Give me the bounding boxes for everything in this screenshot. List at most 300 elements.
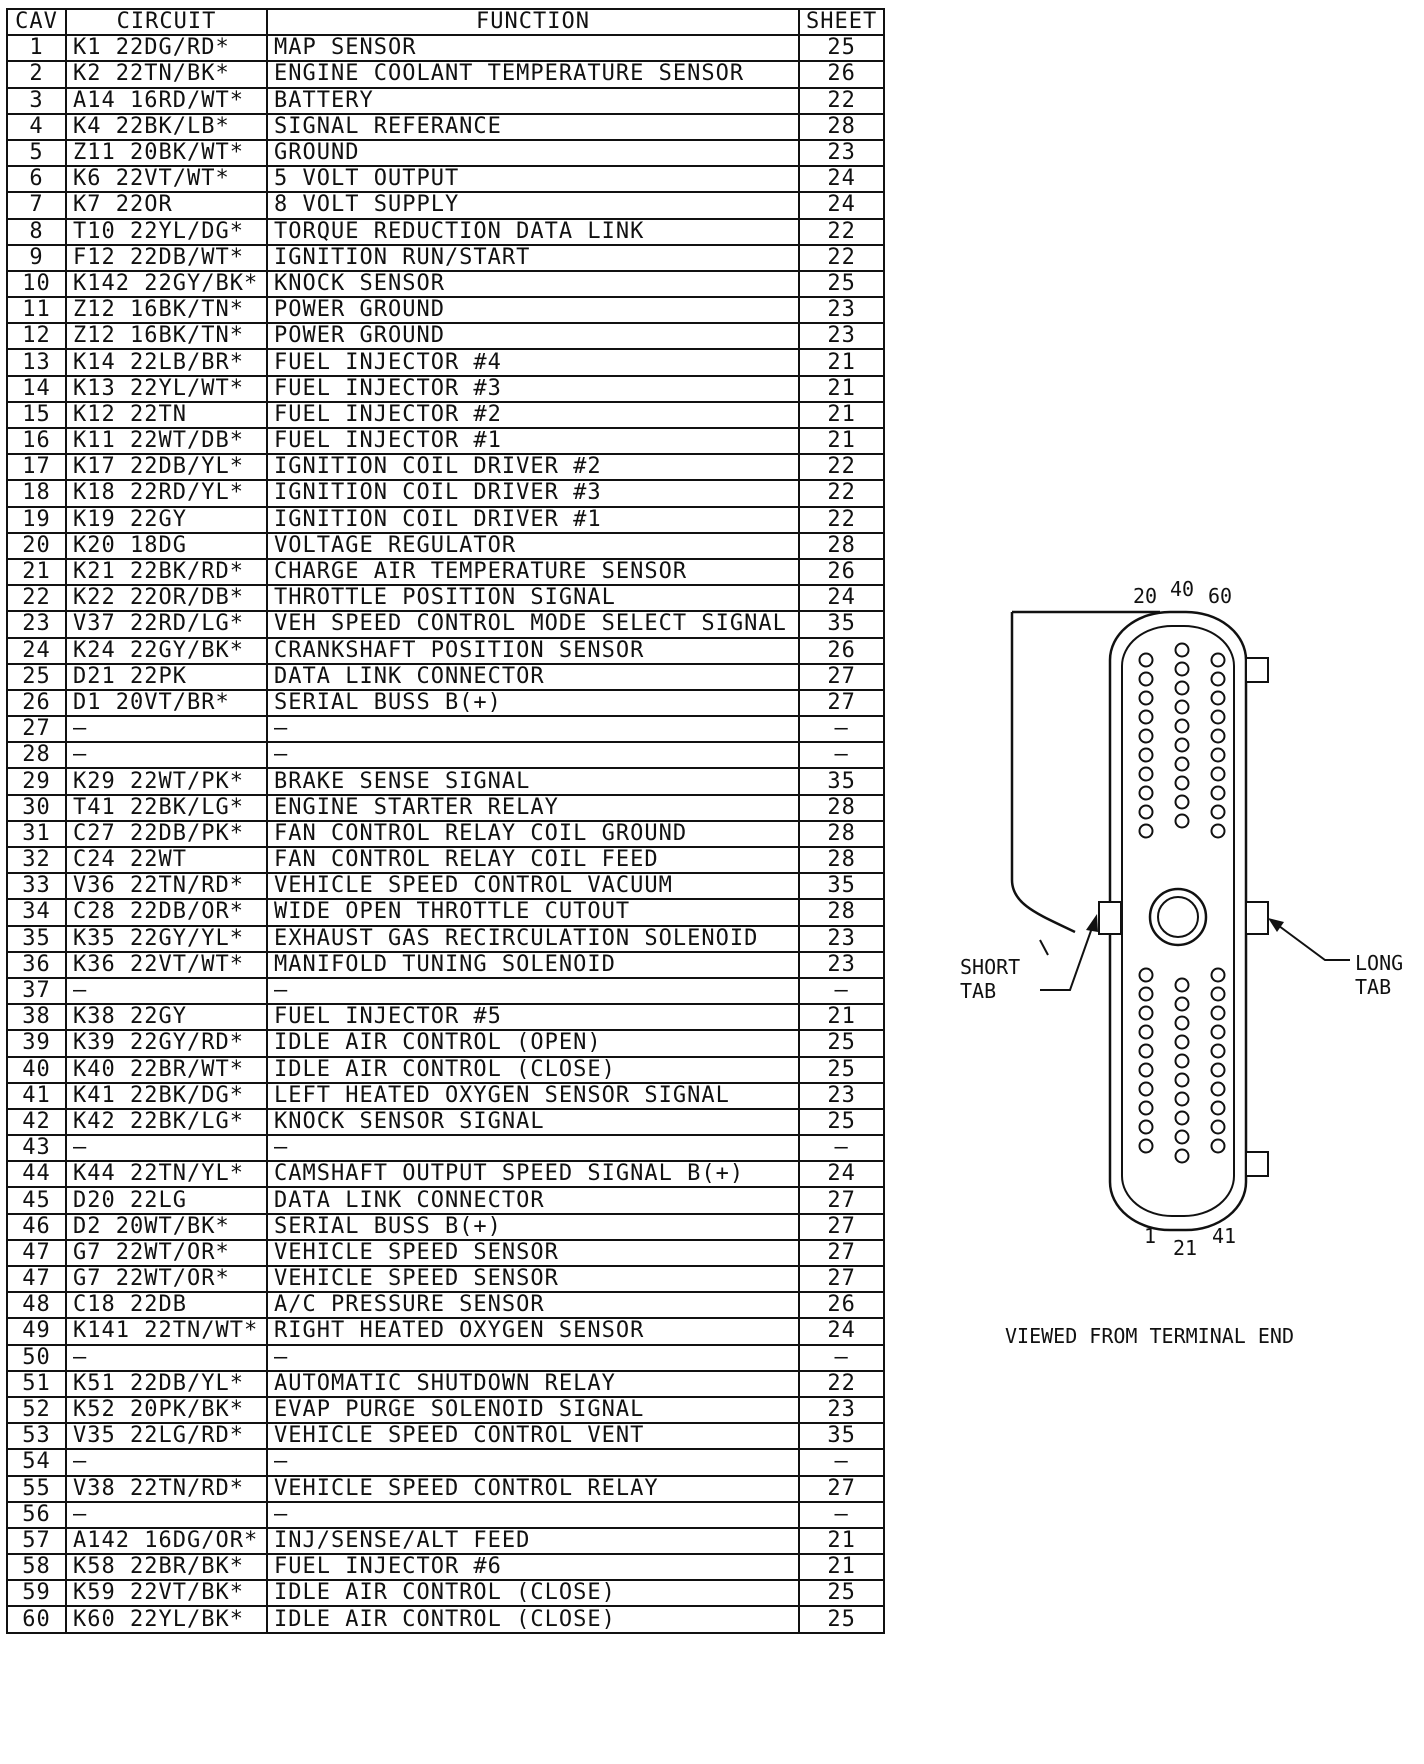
circuit-cell: K1 22DG/RD* xyxy=(66,35,267,61)
cav-cell: 50 xyxy=(7,1345,66,1371)
cav-cell: 40 xyxy=(7,1057,66,1083)
function-cell: VEHICLE SPEED SENSOR xyxy=(267,1240,799,1266)
sheet-cell: 23 xyxy=(799,323,884,349)
cav-cell: 36 xyxy=(7,952,66,978)
short-tab-label-line2: TAB xyxy=(960,979,997,1003)
pin-hole xyxy=(1212,1045,1225,1058)
sheet-cell: 26 xyxy=(799,61,884,87)
sheet-cell: 28 xyxy=(799,114,884,140)
cav-cell: 23 xyxy=(7,611,66,637)
cav-cell: 53 xyxy=(7,1423,66,1449)
long-tab-arrowhead xyxy=(1268,918,1284,932)
cav-cell: 41 xyxy=(7,1083,66,1109)
cav-cell: 17 xyxy=(7,454,66,480)
connector-body xyxy=(1120,612,1245,1225)
sheet-cell: 22 xyxy=(799,219,884,245)
function-cell: ENGINE STARTER RELAY xyxy=(267,795,799,821)
function-cell: 8 VOLT SUPPLY xyxy=(267,192,799,218)
sheet-cell: 22 xyxy=(799,1371,884,1397)
pin-hole xyxy=(1176,1093,1189,1106)
circuit-cell: K13 22YL/WT* xyxy=(66,376,267,402)
cav-cell: 34 xyxy=(7,899,66,925)
function-cell: CRANKSHAFT POSITION SENSOR xyxy=(267,638,799,664)
sheet-cell: 21 xyxy=(799,402,884,428)
circuit-cell: K29 22WT/PK* xyxy=(66,768,267,794)
pin-label-20: 20 xyxy=(1133,584,1158,608)
header-sheet: SHEET xyxy=(799,9,884,35)
function-cell: FUEL INJECTOR #1 xyxy=(267,428,799,454)
circuit-cell: — xyxy=(66,1135,267,1161)
cav-cell: 56 xyxy=(7,1502,66,1528)
circuit-cell: — xyxy=(66,978,267,1004)
function-cell: VOLTAGE REGULATOR xyxy=(267,533,799,559)
pin-label-1: 1 xyxy=(1144,1224,1157,1248)
sheet-cell: 28 xyxy=(799,821,884,847)
circuit-cell: A14 16RD/WT* xyxy=(66,88,267,114)
function-cell: KNOCK SENSOR xyxy=(267,271,799,297)
sheet-cell: 26 xyxy=(799,1292,884,1318)
circuit-cell: K12 22TN xyxy=(66,402,267,428)
circuit-cell: K58 22BR/BK* xyxy=(66,1554,267,1580)
pin-hole xyxy=(1212,1102,1225,1115)
circuit-cell: T10 22YL/DG* xyxy=(66,219,267,245)
pin-hole xyxy=(1176,796,1189,809)
view-caption: VIEWED FROM TERMINAL END xyxy=(1005,1324,1294,1348)
cav-cell: 21 xyxy=(7,559,66,585)
sheet-cell: — xyxy=(799,1502,884,1528)
function-cell: FUEL INJECTOR #5 xyxy=(267,1004,799,1030)
sheet-cell: 25 xyxy=(799,1580,884,1606)
function-cell: MAP SENSOR xyxy=(267,35,799,61)
circuit-cell: K2 22TN/BK* xyxy=(66,61,267,87)
sheet-cell: 21 xyxy=(799,428,884,454)
short-tab-label-line1: SHORT xyxy=(960,955,1021,979)
function-cell: — xyxy=(267,1135,799,1161)
circuit-cell: D20 22LG xyxy=(66,1187,267,1213)
function-cell: IGNITION COIL DRIVER #2 xyxy=(267,454,799,480)
pin-holes xyxy=(1140,644,1225,1163)
function-cell: EXHAUST GAS RECIRCULATION SOLENOID xyxy=(267,926,799,952)
function-cell: RIGHT HEATED OXYGEN SENSOR xyxy=(267,1318,799,1344)
cav-cell: 58 xyxy=(7,1554,66,1580)
sheet-cell: — xyxy=(799,1135,884,1161)
circuit-cell: K51 22DB/YL* xyxy=(66,1371,267,1397)
function-cell: WIDE OPEN THROTTLE CUTOUT xyxy=(267,899,799,925)
cav-cell: 19 xyxy=(7,507,66,533)
sheet-cell: 25 xyxy=(799,271,884,297)
function-cell: 5 VOLT OUTPUT xyxy=(267,166,799,192)
sheet-cell: 23 xyxy=(799,952,884,978)
sheet-cell: — xyxy=(799,978,884,1004)
circuit-cell: K21 22BK/RD* xyxy=(66,559,267,585)
cav-cell: 27 xyxy=(7,716,66,742)
function-cell: KNOCK SENSOR SIGNAL xyxy=(267,1109,799,1135)
short-tab xyxy=(1099,902,1121,934)
circuit-cell: G7 22WT/OR* xyxy=(66,1266,267,1292)
pin-hole xyxy=(1176,682,1189,695)
cav-cell: 1 xyxy=(7,35,66,61)
sheet-cell: 22 xyxy=(799,245,884,271)
function-cell: LEFT HEATED OXYGEN SENSOR SIGNAL xyxy=(267,1083,799,1109)
sheet-cell: 23 xyxy=(799,926,884,952)
long-tab-leader xyxy=(1275,923,1350,960)
sheet-cell: 21 xyxy=(799,1528,884,1554)
pin-hole xyxy=(1176,663,1189,676)
function-cell: DATA LINK CONNECTOR xyxy=(267,664,799,690)
cav-cell: 3 xyxy=(7,88,66,114)
circuit-cell: K20 18DG xyxy=(66,533,267,559)
cav-cell: 16 xyxy=(7,428,66,454)
function-cell: — xyxy=(267,716,799,742)
circuit-cell: F12 22DB/WT* xyxy=(66,245,267,271)
circuit-cell: K17 22DB/YL* xyxy=(66,454,267,480)
cav-cell: 45 xyxy=(7,1187,66,1213)
cav-cell: 55 xyxy=(7,1476,66,1502)
cav-cell: 26 xyxy=(7,690,66,716)
circuit-cell: K60 22YL/BK* xyxy=(66,1606,267,1632)
long-tab-label-line2: TAB xyxy=(1355,975,1392,999)
cav-cell: 39 xyxy=(7,1030,66,1056)
function-cell: BATTERY xyxy=(267,88,799,114)
sheet-cell: 23 xyxy=(799,1397,884,1423)
pin-hole xyxy=(1212,1140,1225,1153)
pin-hole xyxy=(1212,730,1225,743)
function-cell: CAMSHAFT OUTPUT SPEED SIGNAL B(+) xyxy=(267,1161,799,1187)
function-cell: — xyxy=(267,1502,799,1528)
function-cell: IGNITION COIL DRIVER #1 xyxy=(267,507,799,533)
pin-hole xyxy=(1176,758,1189,771)
pin-hole xyxy=(1140,749,1153,762)
pin-hole xyxy=(1176,1036,1189,1049)
pin-hole xyxy=(1140,692,1153,705)
circuit-cell: K18 22RD/YL* xyxy=(66,480,267,506)
sheet-cell: 24 xyxy=(799,166,884,192)
circuit-cell: Z12 16BK/TN* xyxy=(66,297,267,323)
cav-cell: 15 xyxy=(7,402,66,428)
circuit-cell: C28 22DB/OR* xyxy=(66,899,267,925)
circuit-cell: V35 22LG/RD* xyxy=(66,1423,267,1449)
function-cell: INJ/SENSE/ALT FEED xyxy=(267,1528,799,1554)
sheet-cell: 27 xyxy=(799,1187,884,1213)
pin-hole xyxy=(1212,787,1225,800)
pin-hole xyxy=(1212,806,1225,819)
cav-cell: 11 xyxy=(7,297,66,323)
sheet-cell: 24 xyxy=(799,1318,884,1344)
sheet-cell: 27 xyxy=(799,1240,884,1266)
cav-cell: 22 xyxy=(7,585,66,611)
cav-cell: 32 xyxy=(7,847,66,873)
pin-hole xyxy=(1212,1083,1225,1096)
cav-cell: 43 xyxy=(7,1135,66,1161)
circuit-cell: K22 22OR/DB* xyxy=(66,585,267,611)
cav-cell: 20 xyxy=(7,533,66,559)
cav-cell: 49 xyxy=(7,1318,66,1344)
sheet-cell: — xyxy=(799,742,884,768)
function-cell: — xyxy=(267,978,799,1004)
sheet-cell: 35 xyxy=(799,768,884,794)
pin-label-40: 40 xyxy=(1170,577,1195,601)
sheet-cell: 27 xyxy=(799,1476,884,1502)
pin-hole xyxy=(1140,1102,1153,1115)
long-tab-label-line1: LONG xyxy=(1355,951,1404,975)
sheet-cell: 21 xyxy=(799,376,884,402)
cav-cell: 57 xyxy=(7,1528,66,1554)
circuit-cell: — xyxy=(66,716,267,742)
bottom-right-tab xyxy=(1246,1152,1268,1176)
function-cell: — xyxy=(267,742,799,768)
pin-label-41: 41 xyxy=(1212,1224,1237,1248)
cav-cell: 44 xyxy=(7,1161,66,1187)
function-cell: POWER GROUND xyxy=(267,297,799,323)
cav-cell: 29 xyxy=(7,768,66,794)
cav-cell: 18 xyxy=(7,480,66,506)
header-function: FUNCTION xyxy=(267,9,799,35)
pin-hole xyxy=(1212,1026,1225,1039)
circuit-cell: K35 22GY/YL* xyxy=(66,926,267,952)
cav-cell: 30 xyxy=(7,795,66,821)
function-cell: — xyxy=(267,1449,799,1475)
circuit-cell: K42 22BK/LG* xyxy=(66,1109,267,1135)
sheet-cell: 27 xyxy=(799,690,884,716)
function-cell: IDLE AIR CONTROL (CLOSE) xyxy=(267,1580,799,1606)
circuit-cell: T41 22BK/LG* xyxy=(66,795,267,821)
circuit-cell: K40 22BR/WT* xyxy=(66,1057,267,1083)
pin-hole xyxy=(1212,749,1225,762)
pin-hole xyxy=(1140,1083,1153,1096)
pin-hole xyxy=(1212,711,1225,724)
header-cav: CAV xyxy=(7,9,66,35)
sheet-cell: 22 xyxy=(799,507,884,533)
function-cell: IGNITION COIL DRIVER #3 xyxy=(267,480,799,506)
function-cell: VEHICLE SPEED CONTROL RELAY xyxy=(267,1476,799,1502)
pin-hole xyxy=(1212,825,1225,838)
sheet-cell: 21 xyxy=(799,1004,884,1030)
sheet-cell: 27 xyxy=(799,664,884,690)
pin-hole xyxy=(1176,777,1189,790)
pin-hole xyxy=(1140,806,1153,819)
pin-hole xyxy=(1140,711,1153,724)
pin-hole xyxy=(1140,768,1153,781)
circuit-cell: K141 22TN/WT* xyxy=(66,1318,267,1344)
cav-cell: 46 xyxy=(7,1214,66,1240)
function-cell: EVAP PURGE SOLENOID SIGNAL xyxy=(267,1397,799,1423)
pin-hole xyxy=(1176,720,1189,733)
connector-shell xyxy=(1110,612,1246,1230)
circuit-cell: — xyxy=(66,1345,267,1371)
sheet-cell: — xyxy=(799,1345,884,1371)
function-cell: TORQUE REDUCTION DATA LINK xyxy=(267,219,799,245)
circuit-cell: V36 22TN/RD* xyxy=(66,873,267,899)
short-tab-tick xyxy=(1040,940,1048,955)
circuit-cell: V38 22TN/RD* xyxy=(66,1476,267,1502)
sheet-cell: 35 xyxy=(799,611,884,637)
cav-cell: 38 xyxy=(7,1004,66,1030)
cav-cell: 12 xyxy=(7,323,66,349)
function-cell: VEHICLE SPEED CONTROL VENT xyxy=(267,1423,799,1449)
sheet-cell: 21 xyxy=(799,349,884,375)
circuit-cell: K6 22VT/WT* xyxy=(66,166,267,192)
pin-hole xyxy=(1176,1150,1189,1163)
pin-hole xyxy=(1176,1017,1189,1030)
sheet-cell: 24 xyxy=(799,1161,884,1187)
pin-hole xyxy=(1140,673,1153,686)
pin-hole xyxy=(1212,1064,1225,1077)
function-cell: DATA LINK CONNECTOR xyxy=(267,1187,799,1213)
function-cell: BRAKE SENSE SIGNAL xyxy=(267,768,799,794)
function-cell: IDLE AIR CONTROL (CLOSE) xyxy=(267,1057,799,1083)
circuit-cell: K142 22GY/BK* xyxy=(66,271,267,297)
pin-hole xyxy=(1140,1045,1153,1058)
cav-cell: 33 xyxy=(7,873,66,899)
sheet-cell: 27 xyxy=(799,1266,884,1292)
pin-hole xyxy=(1140,1026,1153,1039)
sheet-cell: 27 xyxy=(799,1214,884,1240)
pin-hole xyxy=(1140,654,1153,667)
function-cell: A/C PRESSURE SENSOR xyxy=(267,1292,799,1318)
pin-hole xyxy=(1140,730,1153,743)
cav-cell: 59 xyxy=(7,1580,66,1606)
sheet-cell: 35 xyxy=(799,873,884,899)
pin-hole xyxy=(1212,1121,1225,1134)
sheet-cell: 28 xyxy=(799,847,884,873)
circuit-cell: C24 22WT xyxy=(66,847,267,873)
pin-hole xyxy=(1212,692,1225,705)
function-cell: THROTTLE POSITION SIGNAL xyxy=(267,585,799,611)
sheet-cell: 22 xyxy=(799,88,884,114)
function-cell: IGNITION RUN/START xyxy=(267,245,799,271)
function-cell: VEHICLE SPEED CONTROL VACUUM xyxy=(267,873,799,899)
cav-cell: 6 xyxy=(7,166,66,192)
pin-hole xyxy=(1140,1140,1153,1153)
circuit-cell: V37 22RD/LG* xyxy=(66,611,267,637)
circuit-cell: D2 20WT/BK* xyxy=(66,1214,267,1240)
sheet-cell: 22 xyxy=(799,480,884,506)
pin-hole xyxy=(1212,673,1225,686)
top-right-tab xyxy=(1246,658,1268,682)
sheet-cell: 22 xyxy=(799,454,884,480)
cav-cell: 47 xyxy=(7,1266,66,1292)
pin-hole xyxy=(1140,988,1153,1001)
short-tab-leader xyxy=(1040,925,1093,990)
sheet-cell: 24 xyxy=(799,192,884,218)
pin-hole xyxy=(1140,1121,1153,1134)
sheet-cell: 24 xyxy=(799,585,884,611)
sheet-cell: 28 xyxy=(799,533,884,559)
circuit-cell: K59 22VT/BK* xyxy=(66,1580,267,1606)
pin-hole xyxy=(1176,1112,1189,1125)
circuit-cell: K11 22WT/DB* xyxy=(66,428,267,454)
cav-cell: 14 xyxy=(7,376,66,402)
cav-cell: 2 xyxy=(7,61,66,87)
pin-hole xyxy=(1212,988,1225,1001)
function-cell: AUTOMATIC SHUTDOWN RELAY xyxy=(267,1371,799,1397)
pin-hole xyxy=(1212,1007,1225,1020)
cav-cell: 7 xyxy=(7,192,66,218)
pin-hole xyxy=(1176,1055,1189,1068)
pin-hole xyxy=(1176,739,1189,752)
function-cell: FUEL INJECTOR #3 xyxy=(267,376,799,402)
sheet-cell: 26 xyxy=(799,638,884,664)
pin-hole xyxy=(1176,701,1189,714)
cav-cell: 35 xyxy=(7,926,66,952)
cav-cell: 60 xyxy=(7,1606,66,1632)
circuit-cell: — xyxy=(66,1449,267,1475)
cav-cell: 5 xyxy=(7,140,66,166)
pin-hole xyxy=(1176,815,1189,828)
pin-hole xyxy=(1212,654,1225,667)
pin-hole xyxy=(1176,1074,1189,1087)
sheet-cell: 25 xyxy=(799,1057,884,1083)
pin-hole xyxy=(1140,825,1153,838)
circuit-cell: Z11 20BK/WT* xyxy=(66,140,267,166)
sheet-cell: 25 xyxy=(799,1030,884,1056)
header-circuit: CIRCUIT xyxy=(66,9,267,35)
cav-cell: 54 xyxy=(7,1449,66,1475)
cav-cell: 13 xyxy=(7,349,66,375)
cav-cell: 28 xyxy=(7,742,66,768)
function-cell: POWER GROUND xyxy=(267,323,799,349)
circuit-cell: Z12 16BK/TN* xyxy=(66,323,267,349)
function-cell: CHARGE AIR TEMPERATURE SENSOR xyxy=(267,559,799,585)
circuit-cell: K52 20PK/BK* xyxy=(66,1397,267,1423)
circuit-cell: K4 22BK/LB* xyxy=(66,114,267,140)
function-cell: IDLE AIR CONTROL (OPEN) xyxy=(267,1030,799,1056)
circuit-cell: K7 22OR xyxy=(66,192,267,218)
cav-cell: 8 xyxy=(7,219,66,245)
function-cell: ENGINE COOLANT TEMPERATURE SENSOR xyxy=(267,61,799,87)
circuit-cell: K38 22GY xyxy=(66,1004,267,1030)
pin-hole xyxy=(1176,979,1189,992)
sheet-cell: — xyxy=(799,716,884,742)
pin-hole xyxy=(1140,969,1153,982)
cav-cell: 24 xyxy=(7,638,66,664)
cav-cell: 48 xyxy=(7,1292,66,1318)
sheet-cell: 25 xyxy=(799,1109,884,1135)
sheet-cell: 35 xyxy=(799,1423,884,1449)
connector-outer-outline xyxy=(1012,612,1075,932)
function-cell: FUEL INJECTOR #6 xyxy=(267,1554,799,1580)
sheet-cell: 25 xyxy=(799,1606,884,1632)
circuit-cell: K24 22GY/BK* xyxy=(66,638,267,664)
pin-hole xyxy=(1140,787,1153,800)
circuit-cell: A142 16DG/OR* xyxy=(66,1528,267,1554)
function-cell: GROUND xyxy=(267,140,799,166)
sheet-cell: 23 xyxy=(799,297,884,323)
center-post-inner xyxy=(1158,897,1198,937)
cav-cell: 42 xyxy=(7,1109,66,1135)
circuit-cell: — xyxy=(66,1502,267,1528)
circuit-cell: K36 22VT/WT* xyxy=(66,952,267,978)
sheet-cell: 21 xyxy=(799,1554,884,1580)
circuit-cell: D1 20VT/BR* xyxy=(66,690,267,716)
function-cell: FAN CONTROL RELAY COIL GROUND xyxy=(267,821,799,847)
cav-cell: 10 xyxy=(7,271,66,297)
circuit-cell: K14 22LB/BR* xyxy=(66,349,267,375)
circuit-cell: K41 22BK/DG* xyxy=(66,1083,267,1109)
circuit-cell: C27 22DB/PK* xyxy=(66,821,267,847)
sheet-cell: — xyxy=(799,1449,884,1475)
pin-label-60: 60 xyxy=(1208,584,1233,608)
sheet-cell: 25 xyxy=(799,35,884,61)
function-cell: SERIAL BUSS B(+) xyxy=(267,690,799,716)
short-tab-arrowhead xyxy=(1086,914,1098,932)
cav-cell: 47 xyxy=(7,1240,66,1266)
pin-hole xyxy=(1140,1007,1153,1020)
pin-hole xyxy=(1176,644,1189,657)
pin-hole xyxy=(1176,1131,1189,1144)
cav-cell: 52 xyxy=(7,1397,66,1423)
cav-cell: 25 xyxy=(7,664,66,690)
